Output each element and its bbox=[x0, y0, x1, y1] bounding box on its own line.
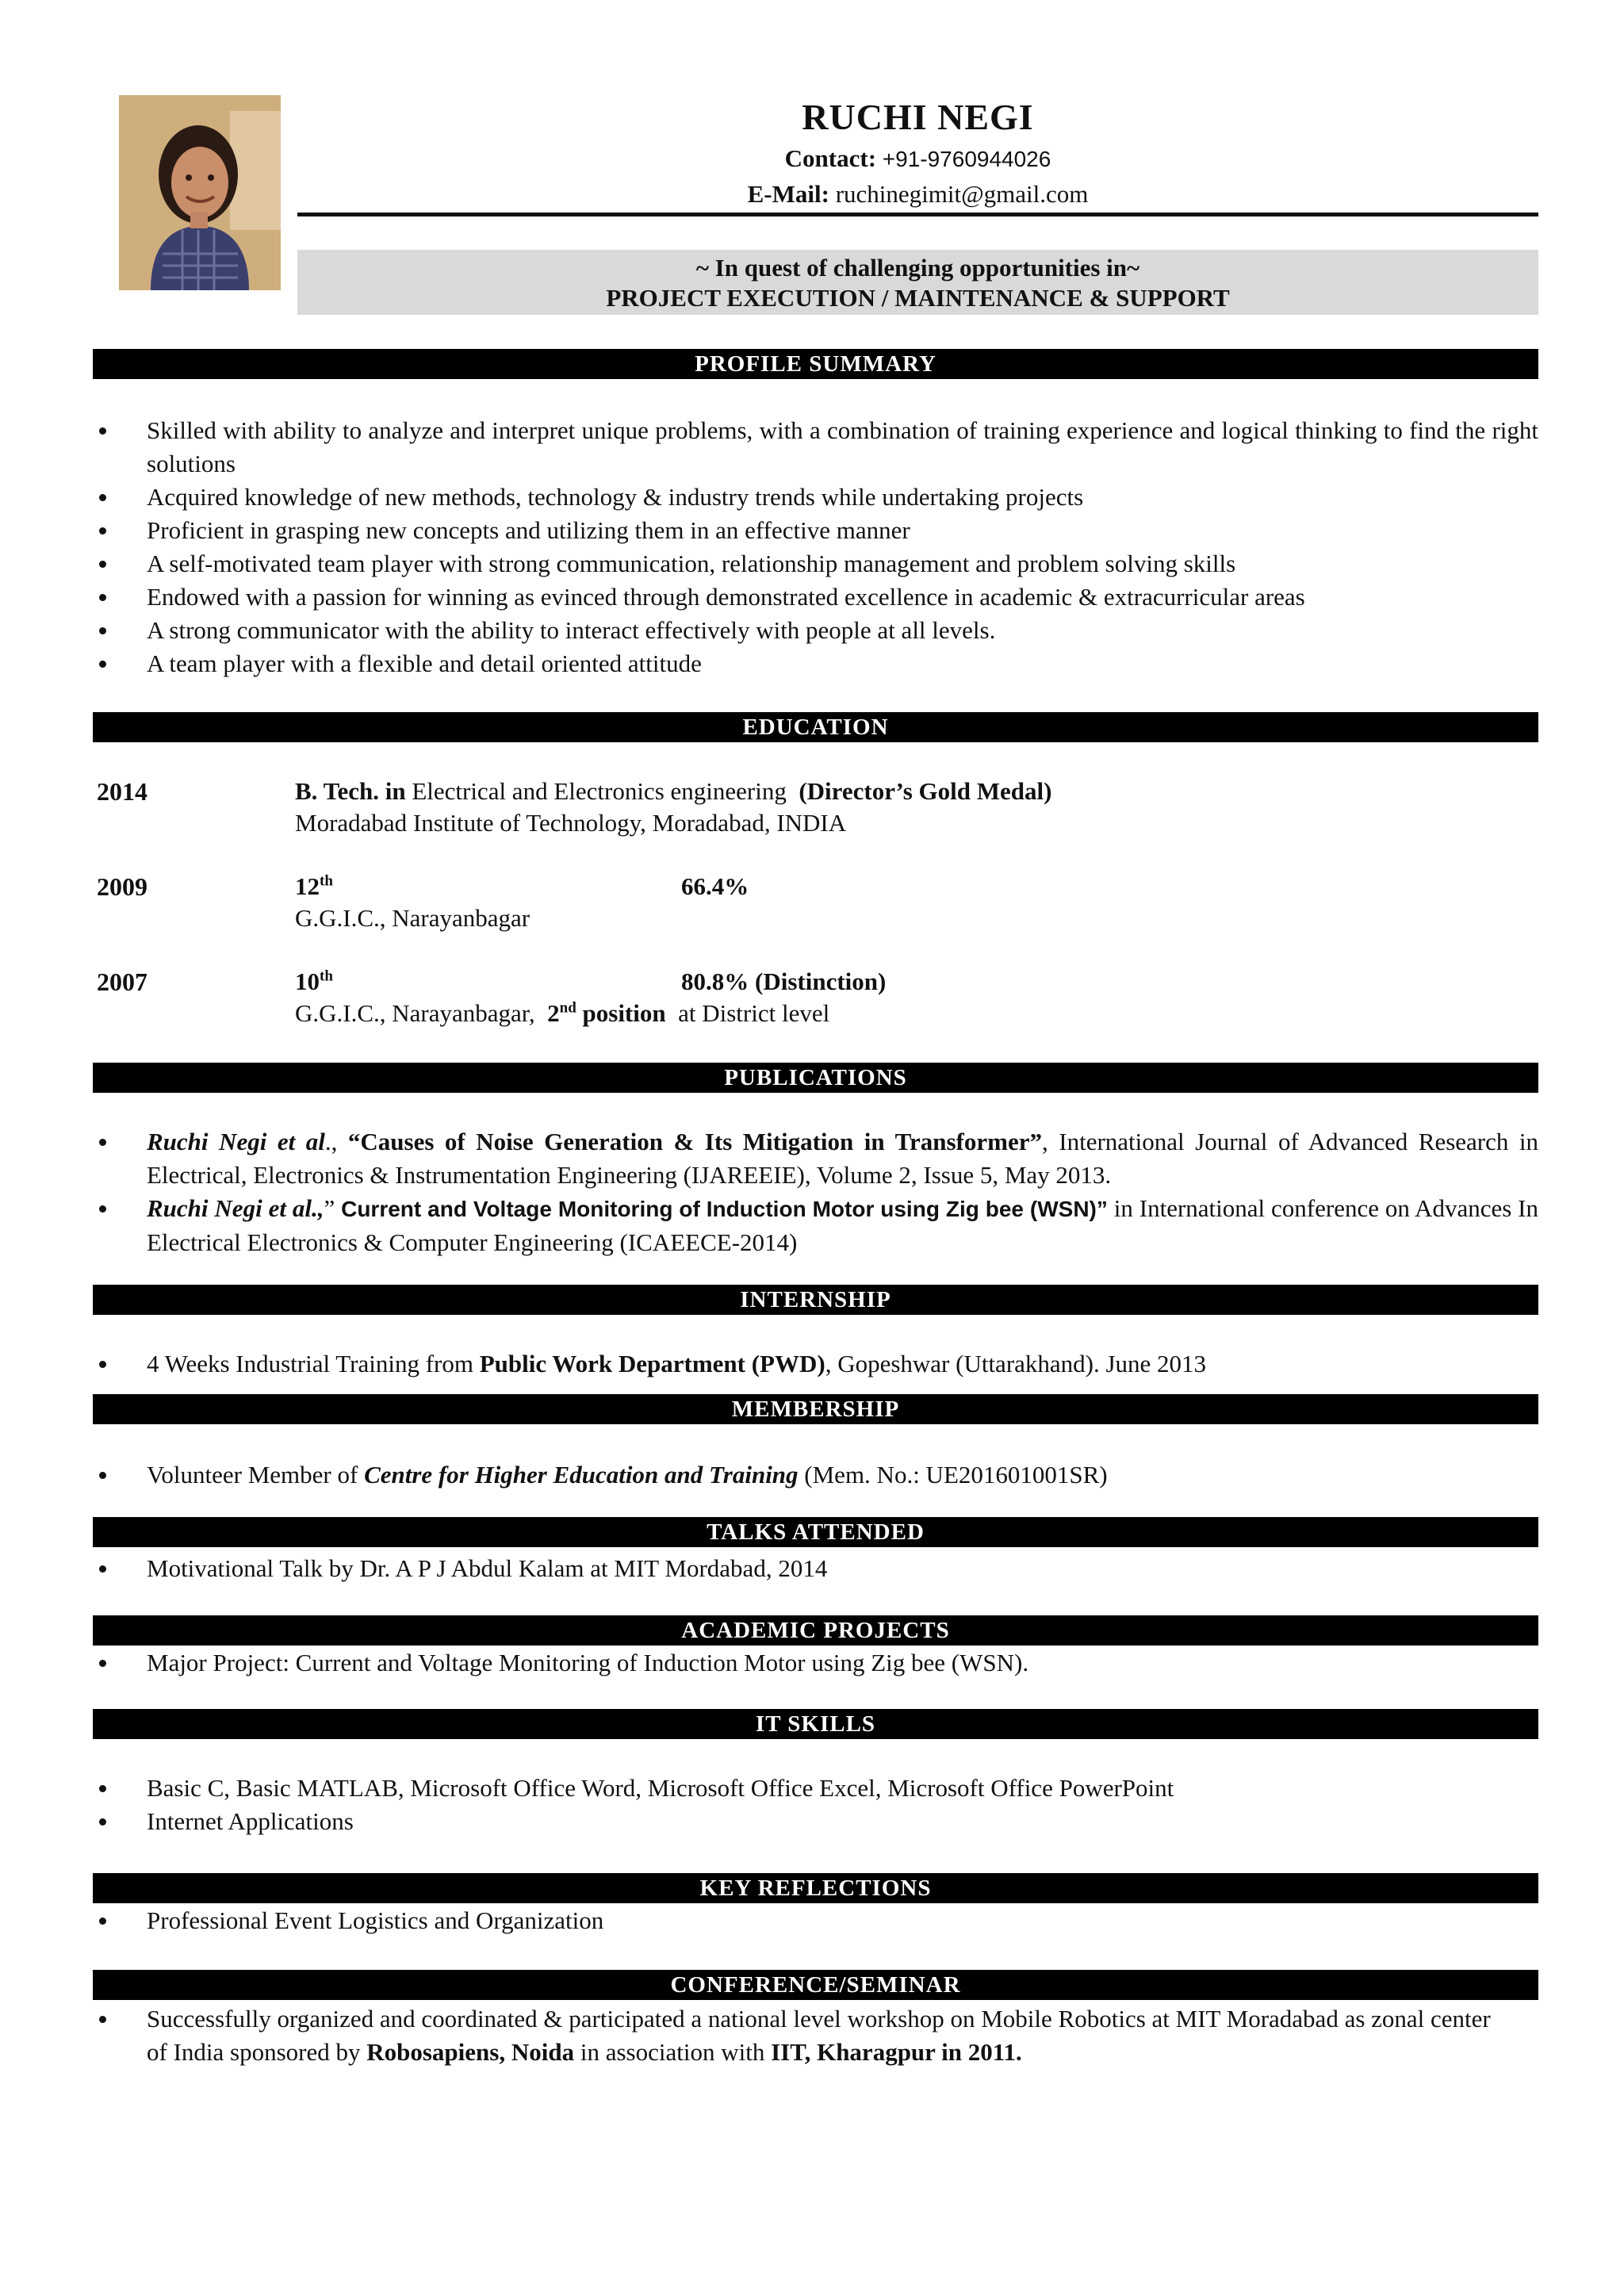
education-level-suffix: th bbox=[320, 872, 333, 890]
membership-text: Volunteer Member of bbox=[147, 1461, 365, 1488]
objective-line-1: ~ In quest of challenging opportunities in~ bbox=[695, 254, 1140, 282]
education-details bbox=[295, 776, 1484, 839]
list-item: A self-motivated team player with strong communication, relationship management and problem solving skills bbox=[93, 547, 1538, 580]
publication-authors: Ruchi Negi et al., bbox=[147, 1194, 324, 1222]
section-heading-key-reflections: KEY REFLECTIONS bbox=[93, 1873, 1538, 1903]
section-heading-conference-seminar: CONFERENCE/SEMINAR bbox=[93, 1970, 1538, 2000]
email-label: E-Mail: bbox=[747, 180, 829, 208]
membership-number: (Mem. No.: UE201601001SR) bbox=[798, 1461, 1108, 1488]
contact-phone: +91-9760944026 bbox=[882, 147, 1051, 171]
conference-sponsor: Robosapiens, Noida bbox=[366, 2038, 575, 2066]
profile-photo bbox=[119, 95, 281, 290]
education-year: 2014 bbox=[97, 777, 147, 806]
rank-suffix: nd bbox=[559, 999, 576, 1017]
list-item: Skilled with ability to analyze and interpret unique problems, with a combination of training experience and logical thinking to find the right solutions bbox=[93, 414, 1538, 481]
list-item: Internet Applications bbox=[93, 1805, 1538, 1838]
section-heading-internship: INTERNSHIP bbox=[93, 1285, 1538, 1315]
rank-text: position bbox=[582, 999, 666, 1027]
education-level: 10 bbox=[295, 967, 320, 995]
email-line bbox=[297, 177, 1538, 212]
degree-name: Electrical and Electronics engineering bbox=[412, 777, 787, 805]
membership-organization: Centre for Higher Education and Training bbox=[364, 1461, 799, 1488]
education-year: 2009 bbox=[97, 872, 147, 901]
list-item bbox=[93, 1458, 1538, 1492]
list-item: Acquired knowledge of new methods, technology & industry trends while undertaking projects bbox=[93, 481, 1538, 514]
rank-scope: at District level bbox=[678, 999, 830, 1027]
resume-header bbox=[297, 94, 1538, 212]
header-divider bbox=[297, 213, 1538, 216]
education-level: 12 bbox=[295, 872, 320, 900]
publication-venue: , International Journal of Advanced Research in Electrical, Electronics & Instrumentation Engineering (IJAREEIE), Volume 2, Issue 5, May 2013. bbox=[147, 1128, 1539, 1189]
section-heading-talks-attended: TALKS ATTENDED bbox=[93, 1517, 1538, 1547]
internship-list bbox=[93, 1347, 1538, 1381]
profile-summary-list bbox=[93, 414, 1538, 680]
candidate-name: RUCHI NEGI bbox=[802, 97, 1034, 137]
school-name: G.G.I.C., Narayanbagar bbox=[295, 904, 530, 932]
publication-authors: Ruchi Negi et al bbox=[147, 1128, 325, 1155]
degree-prefix: B. Tech. in bbox=[295, 777, 406, 805]
section-heading-publications: PUBLICATIONS bbox=[93, 1063, 1538, 1093]
list-item: Proficient in grasping new concepts and utilizing them in an effective manner bbox=[93, 514, 1538, 547]
section-heading-membership: MEMBERSHIP bbox=[93, 1394, 1538, 1424]
objective-line-2: PROJECT EXECUTION / MAINTENANCE & SUPPORT bbox=[606, 284, 1230, 312]
list-item bbox=[93, 2002, 1504, 2069]
conference-partner: IIT, Kharagpur in 2011. bbox=[771, 2038, 1022, 2066]
education-details bbox=[295, 871, 1484, 934]
section-heading-academic-projects: ACADEMIC PROJECTS bbox=[93, 1615, 1538, 1646]
section-heading-profile-summary: PROFILE SUMMARY bbox=[93, 349, 1538, 379]
list-item: Endowed with a passion for winning as evinced through demonstrated excellence in academic & extracurricular areas bbox=[93, 580, 1538, 614]
internship-text: 4 Weeks Industrial Training from bbox=[147, 1350, 480, 1377]
education-score: 80.8% (Distinction) bbox=[681, 967, 887, 995]
conference-text: Successfully organized and coordinated & participated a national level workshop on Mobile Robotics at MIT Moradabad as zonal center of India sponsored by bbox=[147, 2005, 1491, 2066]
school-name: G.G.I.C., Narayanbagar, bbox=[295, 999, 535, 1027]
talks-list bbox=[93, 1552, 1538, 1585]
publication-separator: ., bbox=[324, 1128, 348, 1155]
list-item bbox=[93, 1192, 1538, 1259]
internship-details: , Gopeshwar (Uttarakhand). June 2013 bbox=[825, 1350, 1207, 1377]
education-score: 66.4% bbox=[681, 872, 749, 900]
education-year: 2007 bbox=[97, 967, 147, 996]
portrait-image bbox=[119, 95, 281, 290]
list-item: Basic C, Basic MATLAB, Microsoft Office Word, Microsoft Office Excel, Microsoft Office PowerPoint bbox=[93, 1772, 1538, 1805]
education-level-suffix: th bbox=[320, 967, 333, 985]
list-item: Major Project: Current and Voltage Monitoring of Induction Motor using Zig bee (WSN). bbox=[93, 1646, 1538, 1680]
membership-list bbox=[93, 1458, 1538, 1492]
contact-line bbox=[297, 141, 1538, 177]
publication-venue: in International conference on Advances In Electrical Electronics & Computer Engineering (ICAEECE-2014) bbox=[147, 1194, 1538, 1256]
education-details bbox=[295, 966, 1484, 1029]
list-item: A strong communicator with the ability to interact effectively with people at all levels. bbox=[93, 614, 1538, 647]
conference-connector: in association with bbox=[574, 2038, 772, 2066]
publication-separator: ” bbox=[324, 1194, 342, 1222]
list-item bbox=[93, 1125, 1538, 1192]
it-skills-list bbox=[93, 1772, 1538, 1838]
contact-label: Contact: bbox=[784, 144, 877, 172]
internship-organization: Public Work Department (PWD) bbox=[479, 1350, 825, 1377]
list-item: A team player with a flexible and detail oriented attitude bbox=[93, 647, 1538, 680]
list-item: Professional Event Logistics and Organization bbox=[93, 1904, 1538, 1937]
institute-name: Moradabad Institute of Technology, Moradabad, INDIA bbox=[295, 809, 847, 837]
publications-list bbox=[93, 1125, 1538, 1259]
conference-list bbox=[93, 2002, 1504, 2069]
key-reflections-list bbox=[93, 1904, 1538, 1937]
section-heading-it-skills: IT SKILLS bbox=[93, 1709, 1538, 1739]
list-item: Motivational Talk by Dr. A P J Abdul Kalam at MIT Mordabad, 2014 bbox=[93, 1552, 1538, 1585]
academic-projects-list bbox=[93, 1646, 1538, 1680]
degree-award: (Director’s Gold Medal) bbox=[799, 777, 1052, 805]
objective-banner bbox=[297, 250, 1538, 315]
email-address: ruchinegimit@gmail.com bbox=[835, 180, 1089, 208]
publication-title: Current and Voltage Monitoring of Induction Motor using Zig bee (WSN)” bbox=[341, 1197, 1108, 1221]
rank-number: 2 bbox=[547, 999, 560, 1027]
list-item bbox=[93, 1347, 1538, 1381]
section-heading-education: EDUCATION bbox=[93, 712, 1538, 742]
publication-title: “Causes of Noise Generation & Its Mitigation in Transformer” bbox=[347, 1128, 1042, 1155]
